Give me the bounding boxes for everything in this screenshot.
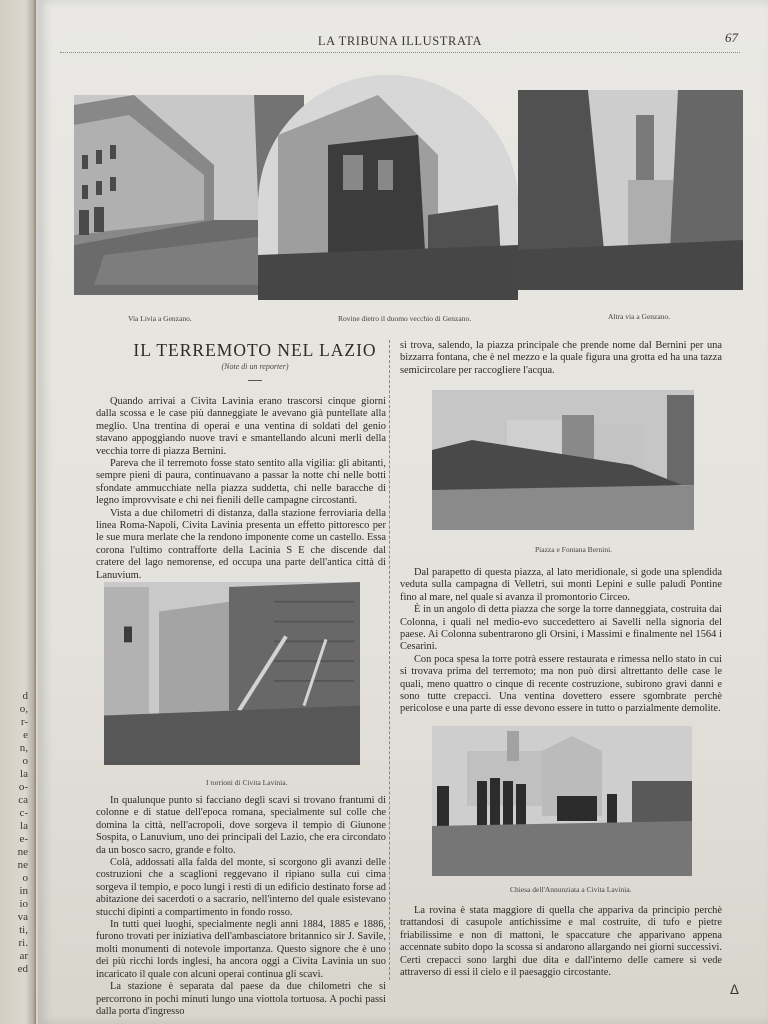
previous-page-text-fragments — [0, 690, 30, 976]
paragraph: si trova, salendo, la piazza principale che prende nome dal Bernini per una bizzarra fontana, che è nel mezzo e la quale figura una grotta ed ha una tazza semicircolare per raccogliere l'acqua. — [400, 340, 722, 376]
caption-piazza-bernini: Piazza e Fontana Bernini. — [535, 545, 613, 554]
photo-torrioni — [104, 582, 360, 765]
previous-page-fragment: ri. — [18, 937, 28, 949]
paragraph: Con poca spesa la torre potrà essere restaurata e rimessa nello stato in cui si trovava prima del terremoto; ma non può dirsi altrettanto delle case le quali, meno quattro o cinque di recente costruzione, subirono gravi danni e sono tutte crepacci. Una ventina dovettero essere sgombrate perchè pericolose e una parte di esse devono essere in tutto o parzialmente demolite. — [400, 653, 722, 715]
left-column-bottom-text — [96, 795, 386, 1018]
previous-page-fragment: n, — [19, 742, 28, 754]
article-subtitle: (Note di un reporter) — [221, 362, 289, 371]
previous-page-fragment: o — [22, 872, 28, 884]
previous-page-fragment: o- — [18, 781, 28, 793]
previous-page-fragment: r- — [20, 716, 28, 728]
paragraph: In tutti quei luoghi, specialmente negli anni 1884, 1885 e 1886, furono trovati per iniziativa dell'ambasciatore britannico sir J. Savile, molti monumenti di notevole importanza. Questo signore che è uno dei più ricchi lords inglesi, ha ancora oggi a Civita Lavinia un suo incaricato il quale con alcuni operai continua gli scavi. — [96, 919, 386, 980]
photo-altra-via — [518, 90, 743, 290]
title-rule — [248, 380, 262, 381]
previous-page-fragment: ti, — [19, 924, 28, 936]
previous-page-fragment: c- — [19, 807, 28, 819]
caption-torrioni: I torrioni di Civita Lavinia. — [206, 778, 288, 787]
magazine-page — [38, 0, 768, 1024]
book-spine-left-page — [0, 0, 36, 1024]
right-column-top-text — [400, 340, 722, 377]
caption-rovine-duomo: Rovine dietro il duomo vecchio di Genzano. — [338, 314, 472, 323]
previous-page-fragment: ne — [17, 859, 28, 871]
right-column-middle-text — [400, 567, 722, 716]
page-number: 67 — [725, 30, 738, 45]
previous-page-fragment: io — [19, 898, 28, 910]
running-header — [60, 30, 740, 53]
previous-page-fragment: d — [22, 690, 28, 702]
previous-page-fragment: va — [17, 911, 28, 923]
previous-page-fragment: o, — [19, 703, 28, 715]
article-title: IL TERREMOTO NEL LAZIO — [133, 340, 377, 360]
previous-page-fragment: ca — [18, 794, 28, 806]
paragraph: La rovina è stata maggiore di quella che appariva da principio perchè trattandosi di casupole antichissime e mal costruite, di tufo e pietre friabilissime e non di mattoni, le spaccature che apparivano appena accennate subito dopo la scossa si andarono allargando nei giorni successivi. Certi crepacci sono larghi due dita e dall'interno delle camere si vede attraverso di essi il cielo e il paesaggio circostante. — [400, 905, 722, 979]
previous-page-fragment: o — [22, 755, 28, 767]
column-divider — [389, 340, 390, 980]
paragraph: In qualunque punto si facciano degli scavi si trovano frantumi di colonne e di statue dell'epoca romana, specialmente sul colle che domina la città, nell'acropoli, dove sorgeva il tempio di Giunone Sospita, o Lanuvium, uno dei principali del Lazio, che era circondato da un bosco sacro, grande e folto. — [96, 795, 386, 856]
paragraph: È in un angolo di detta piazza che sorge la torre danneggiata, costruita dai Colonna, i quali nel medio-evo succedettero ai Savelli nella signoria del paese. Ai Colonna subentrarono gli Orsini, i Massimi e finalmente nel 1564 i Cesarini. — [400, 604, 722, 653]
previous-page-fragment: la — [20, 820, 28, 832]
previous-page-fragment: in — [19, 885, 28, 897]
paragraph: Dal parapetto di questa piazza, al lato meridionale, si gode una splendida veduta sulla campagna di Velletri, sui monti Lepini e sulle paludi Pontine fino al mare, nel quale si avanza il promontorio Circeo. — [400, 567, 722, 603]
previous-page-fragment: ed — [17, 963, 28, 975]
right-column-bottom-text — [400, 905, 722, 979]
printer-mark: ᐃ — [730, 982, 739, 997]
paragraph: Colà, addossati alla falda del monte, si scorgono gli avanzi delle costruzioni che a scaglioni reggevano il ripiano sulla cui cima sorgeva il tempio, e poco lungi i resti di un edificio destinato forse ad abitazione dei sacerdoti o a sacrario, nell'interno del quale esistevano stucchi dipinti a compartimento in fondo rosso. — [96, 857, 386, 918]
photo-chiesa-annunziata — [432, 726, 692, 876]
left-column-top-text — [96, 396, 386, 582]
previous-page-fragment: ne — [17, 846, 28, 858]
caption-via-livia: Via Livia a Genzano. — [128, 314, 192, 323]
previous-page-fragment: la — [20, 768, 28, 780]
photo-piazza-bernini — [432, 390, 694, 530]
caption-chiesa-annunziata: Chiesa dell'Annunziata a Civita Lavinia. — [510, 885, 632, 894]
publication-title: LA TRIBUNA ILLUSTRATA — [317, 34, 483, 48]
paragraph: Quando arrivai a Civita Lavinia erano trascorsi cinque giorni dalla scossa e le case più danneggiate le avevano già puntellate alla meglio. Una trentina di operai e una ventina di soldati del genio stavano appoggiando nuove travi e smantellando alcuni merli della vecchia torre di piazza Bernini. — [96, 396, 386, 457]
paragraph: Vista a due chilometri di distanza, dalla stazione ferroviaria della linea Roma-Napoli, Civita Lavinia presenta un effetto pittoresco per le sue mura merlate che la rendono imponente come un castello. Essa corona l'ultimo contrafforte della Lacinia S E che discende dal cratere del lago nemorense, ed occupa una parte dell'antica città di Lanuvium. — [96, 507, 386, 581]
caption-altra-via: Altra via a Genzano. — [608, 312, 671, 321]
paragraph: La stazione è separata dal paese da due chilometri che si percorrono in pochi minuti lungo una viottola tortuosa. A pochi passi dalla porta d'ingresso — [96, 981, 386, 1017]
previous-page-fragment: e — [23, 729, 28, 741]
previous-page-fragment: ar — [19, 950, 28, 962]
previous-page-fragment: e- — [19, 833, 28, 845]
paragraph: Pareva che il terremoto fosse stato sentito alla vigilia: gli abitanti, sempre pieni di paura, continuavano a passar la notte chi nelle botti sfondate ammucchiate nella piazza suddetta, chi nelle baracche di legno improvvisate e chi nei fienili delle campagne circostanti. — [96, 458, 386, 507]
